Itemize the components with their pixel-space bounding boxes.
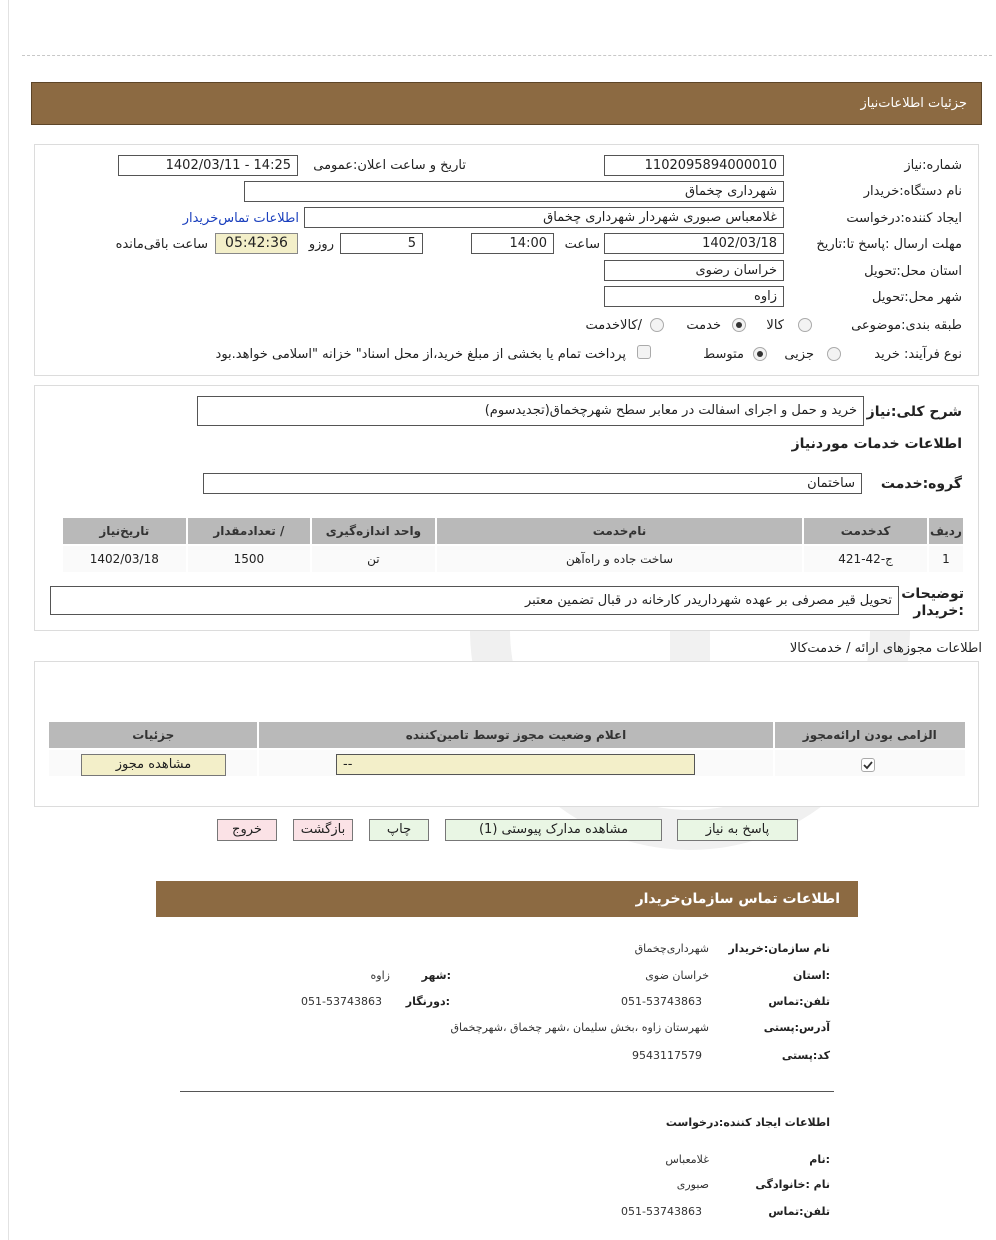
services-header-row (63, 518, 963, 544)
announce-field[interactable]: 1402/03/11 - 14:25 (118, 155, 298, 176)
process-radio-medium[interactable] (753, 347, 767, 361)
days-label: روزو (308, 237, 334, 252)
category-label: طبقه بندی:موضوعی (851, 318, 962, 333)
contact-city-value: زاوه (370, 969, 390, 982)
treasury-payment-note: پرداخت تمام یا بخشی از مبلغ خرید،از محل اسناد" خزانه "اسلامی خواهد.بود (215, 347, 626, 362)
process-radio-minor[interactable] (827, 347, 841, 361)
row-service-name: ساخت جاده و راه‌آهن (437, 546, 803, 572)
col-service-code: کدخدمت (804, 518, 927, 544)
contact-header (156, 881, 858, 917)
creator-name-value: غلامعباس (665, 1153, 709, 1166)
summary-field[interactable]: خرید و حمل و اجرای اسفالت در معابر سطح شهرچخماق(تجدیدسوم) (197, 396, 864, 426)
col-quantity: / تعدادمقدار (188, 518, 311, 544)
services-grid (61, 516, 965, 574)
remaining-label: ساعت باقی‌مانده (115, 237, 208, 252)
contact-province-value: خراسان ضوی (645, 969, 709, 982)
row-quantity: 1500 (188, 546, 311, 572)
contact-header-title: اطلاعات تماس سازمان‌خریدار (635, 891, 840, 907)
contact-fax-label: :دورنگار (405, 995, 450, 1008)
deadline-label: مهلت ارسال :پاسخ تا:تاریخ (816, 237, 962, 252)
col-permit-details: جزئیات (49, 722, 257, 748)
page-header-title: جزئیات اطلاعات‌نیاز (860, 96, 967, 111)
process-medium-label: متوسط (703, 347, 744, 362)
process-minor-label: جزیی (784, 347, 814, 362)
category-radio-goods[interactable] (798, 318, 812, 332)
buyer-org-field[interactable]: شهرداری چخماق (244, 181, 784, 202)
contact-org-value: شهرداری‌چخماق (634, 942, 709, 955)
row-need-date: 1402/03/18 (63, 546, 186, 572)
contact-fax-value: 051-53743863 (301, 995, 382, 1008)
need-number-label: شماره:نیاز (904, 158, 962, 173)
checkmark-icon (862, 759, 874, 771)
process-label: نوع فرآیند: خرید (874, 347, 962, 362)
deadline-time-field[interactable]: 14:00 (471, 233, 554, 254)
contact-phone-value: 051-53743863 (621, 995, 702, 1008)
contact-postal-value: 9543117579 (632, 1049, 702, 1062)
left-border-line (8, 0, 9, 1240)
buyer-contact-link[interactable]: اطلاعات تماس‌خریدار (182, 211, 299, 226)
contact-city-label: :شهر (421, 969, 451, 982)
deadline-time-label: ساعت (564, 237, 600, 252)
row-service-code: ج-42-421 (804, 546, 927, 572)
category-goods-service-label: /کالاخدمت (585, 318, 642, 333)
creator-name-label: :نام (809, 1153, 830, 1166)
details-panel (34, 144, 979, 376)
col-permit-required: الزامی بودن ارائه‌مجوز (775, 722, 965, 748)
province-field[interactable]: خراسان رضوی (604, 260, 784, 281)
contact-address-label: آدرس:پستی (763, 1021, 830, 1034)
group-field[interactable]: ساختمان (203, 473, 862, 494)
col-permit-status: اعلام وضعیت مجوز توسط تامین‌کننده (259, 722, 772, 748)
creator-family-value: صبوری (676, 1178, 709, 1191)
creator-heading: اطلاعات ایجاد کننده:درخواست (665, 1116, 830, 1129)
province-label: استان محل:تحویل (864, 264, 962, 279)
category-service-label: خدمت (686, 318, 721, 333)
announce-label: تاریخ و ساعت اعلان:عمومی (313, 158, 466, 173)
buyer-org-label: نام دستگاه:خریدار (863, 184, 962, 199)
services-heading: اطلاعات خدمات موردنیاز (791, 436, 962, 452)
contact-org-label: نام سازمان:خریدار (728, 942, 830, 955)
requester-field[interactable]: غلامعباس صبوری شهردار شهرداری چخماق (304, 207, 784, 228)
city-field[interactable]: زاوه (604, 286, 784, 307)
days-field[interactable]: 5 (340, 233, 423, 254)
deadline-date-field[interactable]: 1402/03/18 (604, 233, 784, 254)
contact-address-value: شهرستان زاوه ،بخش سلیمان ،شهر چخماق ،شهرچخماق (450, 1021, 709, 1034)
remaining-timer: 05:42:36 (215, 233, 298, 254)
page-header (31, 82, 982, 125)
group-label: گروه:خدمت (880, 476, 962, 492)
row-number: 1 (929, 546, 963, 572)
category-radio-goods-service[interactable] (650, 318, 664, 332)
back-button[interactable]: بازگشت (293, 819, 353, 841)
col-unit: واحد اندازه‌گیری (312, 518, 435, 544)
category-radio-service[interactable] (732, 318, 746, 332)
permits-header-row (49, 722, 965, 748)
buyer-notes-field[interactable]: تحویل قیر مصرفی بر عهده شهرداریدر کارخانه در قبال تضمین معتبر (50, 586, 899, 615)
top-dashed-separator (22, 55, 992, 56)
buyer-notes-label: توضیحات :خریدار (901, 586, 964, 619)
col-row: ردیف (929, 518, 963, 544)
need-number-field[interactable]: 1102095894000010 (604, 155, 784, 176)
col-service-name: نام‌خدمت (437, 518, 803, 544)
view-permit-button[interactable]: مشاهده مجوز (81, 754, 226, 776)
city-label: شهر محل:تحویل (872, 290, 962, 305)
row-unit: تن (312, 546, 435, 572)
requester-label: ایجاد کننده:درخواست (846, 211, 962, 226)
creator-phone-label: تلفن:تماس (768, 1205, 830, 1218)
attachments-button[interactable]: مشاهده مدارک پیوستی (1) (445, 819, 662, 841)
category-goods-label: کالا (766, 318, 784, 333)
table-row (63, 546, 963, 572)
contact-phone-label: تلفن:تماس (768, 995, 830, 1008)
contact-province-label: :استان (793, 969, 830, 982)
services-table (61, 516, 965, 574)
exit-button[interactable]: خروج (217, 819, 277, 841)
treasury-payment-checkbox[interactable] (637, 345, 651, 359)
reply-button[interactable]: پاسخ به نیاز (677, 819, 798, 841)
permit-status-field[interactable]: -- (336, 754, 695, 775)
permit-required-checkbox[interactable] (861, 758, 875, 772)
contact-divider (180, 1091, 834, 1092)
summary-label: شرح کلی:نیاز (866, 404, 962, 420)
creator-family-label: نام :خانوادگی (755, 1178, 830, 1191)
contact-postal-label: کد:پستی (781, 1049, 830, 1062)
print-button[interactable]: چاپ (369, 819, 429, 841)
permits-heading: اطلاعات مجوزهای ارائه / خدمت‌کالا (789, 641, 982, 656)
creator-phone-value: 051-53743863 (621, 1205, 702, 1218)
col-need-date: تاریخ‌نیاز (63, 518, 186, 544)
